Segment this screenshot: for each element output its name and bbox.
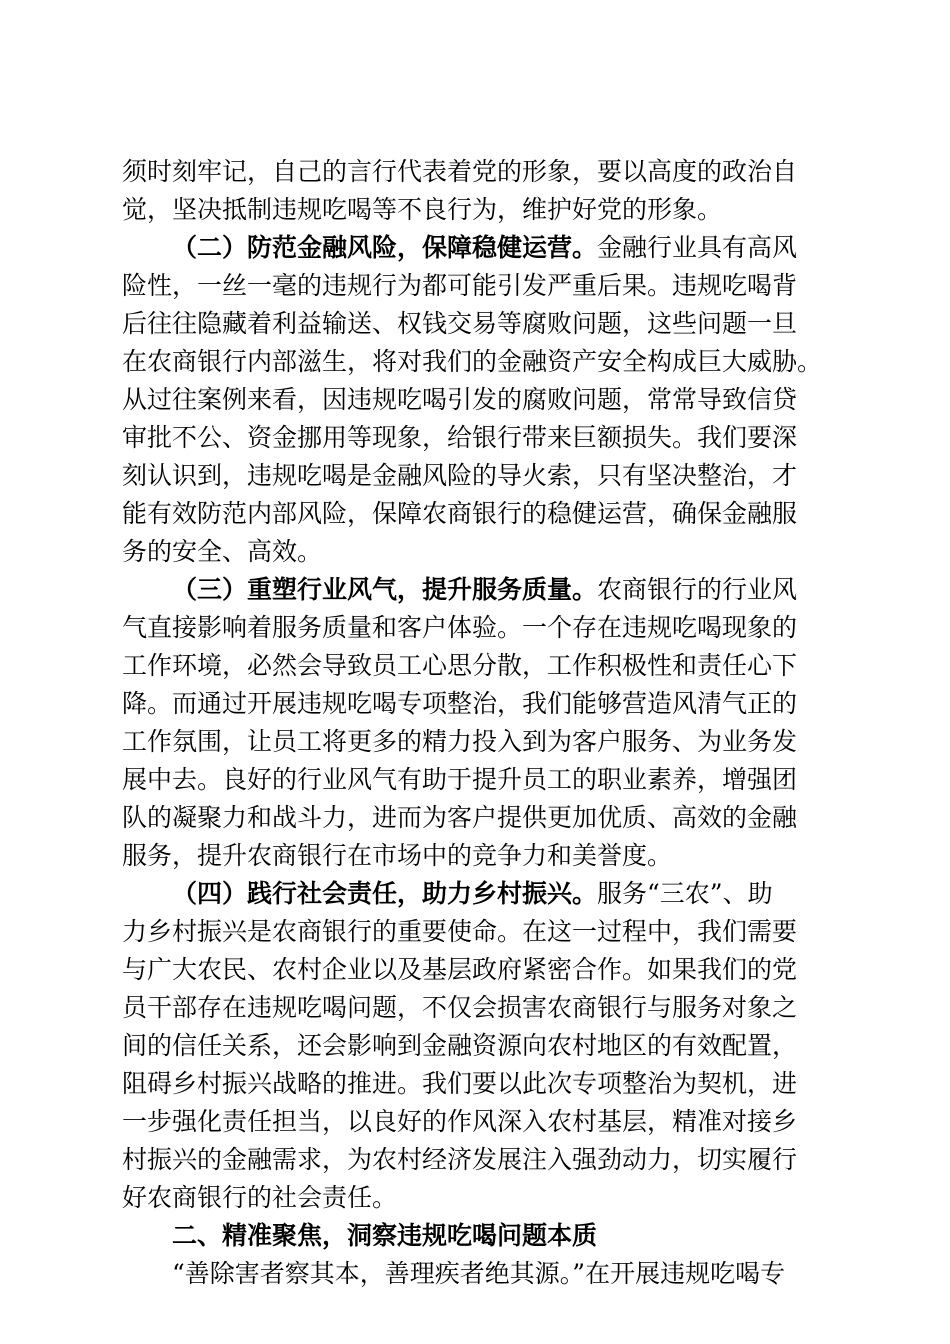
paragraph-3-line-5: 工作氛围，让员工将更多的精力投入到为客户服务、为业务发 [122,727,798,756]
paragraph-3-line-3: 工作环境，必然会导致员工心思分散，工作积极性和责任心下 [122,651,798,680]
paragraph-4-lead: （四）践行社会责任，助力乡村振兴。 [172,879,598,908]
paragraph-2-line-7: 刻认识到，违规吃喝是金融风险的导火索，只有坚决整治，才 [122,461,798,490]
paragraph-4-line-5: 间的信任关系，还会影响到金融资源向农村地区的有效配置， [122,1031,798,1060]
paragraph-3-line-8: 服务，提升农商银行在市场中的竞争力和美誉度。 [122,841,673,870]
paragraph-2-line-5: 从过往案例来看，因违规吃喝引发的腐败问题，常常导致信贷 [122,385,798,414]
paragraph-3-lead: （三）重塑行业风气，提升服务质量。 [172,575,598,604]
paragraph-2-line-1 [172,228,832,268]
paragraph-4-line-3: 与广大农民、农村企业以及基层政府紧密合作。如果我们的党 [122,955,798,984]
paragraph-2-lead: （二）防范金融风险，保障稳健运营。 [172,233,598,262]
paragraph-3-line-1 [172,570,832,610]
paragraph-2-line-8: 能有效防范内部风险，保障农商银行的稳健运营，确保金融服 [122,499,798,528]
paragraph-4-line-4: 员干部存在违规吃喝问题，不仅会损害农商银行与服务对象之 [122,993,798,1022]
paragraph-3-line-7: 队的凝聚力和战斗力，进而为客户提供更加优质、高效的金融 [122,803,798,832]
paragraph-2-line-2: 险性，一丝一毫的违规行为都可能引发严重后果。违规吃喝背 [122,271,798,300]
paragraph-3-text: 农商银行的行业风 [597,575,798,604]
paragraph-2-line-3: 后往往隐藏着利益输送、权钱交易等腐败问题，这些问题一旦 [122,309,798,338]
paragraph-2-line-9: 务的安全、高效。 [122,537,323,566]
paragraph-4-line-6: 阻碍乡村振兴战略的推进。我们要以此次专项整治为契机，进 [122,1069,798,1098]
paragraph-2-line-6: 审批不公、资金挪用等现象，给银行带来巨额损失。我们要深 [122,423,798,452]
paragraph-3-line-6: 展中去。良好的行业风气有助于提升员工的职业素养，增强团 [122,765,798,794]
paragraph-3-line-2: 气直接影响着服务质量和客户体验。一个存在违规吃喝现象的 [122,613,798,642]
paragraph-4-line-9: 好农商银行的社会责任。 [122,1183,398,1212]
paragraph-4-line-2: 力乡村振兴是农商银行的重要使命。在这一过程中，我们需要 [122,917,798,946]
paragraph-1-line-2: 觉，坚决抵制违规吃喝等不良行为，维护好党的形象。 [122,195,723,224]
paragraph-4-line-7: 一步强化责任担当，以良好的作风深入农村基层，精准对接乡 [122,1107,798,1136]
paragraph-3-line-4: 降。而通过开展违规吃喝专项整治，我们能够营造风清气正的 [122,689,798,718]
paragraph-4-line-8: 村振兴的金融需求，为农村经济发展注入强劲动力，切实履行 [122,1145,798,1174]
paragraph-4-line-1 [172,874,832,914]
paragraph-5-line-1: “善除害者察其本，善理疾者绝其源。”在开展违规吃喝专 [172,1259,786,1288]
paragraph-4-text: 服务“三农”、助 [597,879,773,908]
paragraph-1-line-1: 须时刻牢记，自己的言行代表着党的形象，要以高度的政治自 [122,157,798,186]
paragraph-2-text: 金融行业具有高风 [597,233,798,262]
section-heading: 二、精准聚焦，洞察违规吃喝问题本质 [172,1221,598,1250]
paragraph-2-line-4: 在农商银行内部滋生，将对我们的金融资产安全构成巨大威胁。 [122,347,823,376]
